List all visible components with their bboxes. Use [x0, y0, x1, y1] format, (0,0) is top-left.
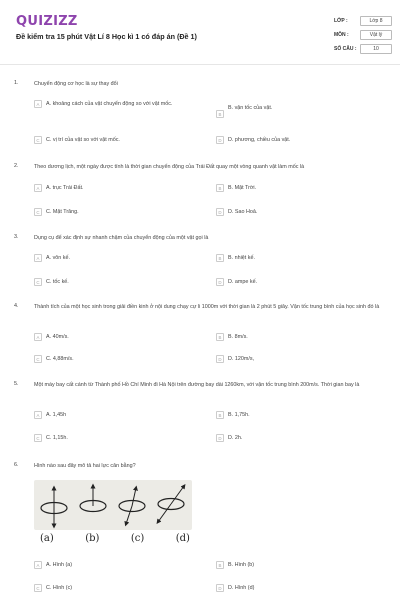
option-a[interactable] — [34, 254, 189, 262]
option-text: D. ampe kế. — [228, 278, 258, 285]
option-a[interactable] — [34, 411, 189, 419]
option-c[interactable] — [34, 278, 189, 286]
meta-class-row — [334, 14, 392, 28]
figure-a — [41, 488, 67, 526]
option-letter-box: A — [34, 561, 42, 569]
option-letter-box: B — [216, 254, 224, 262]
option-letter-box: A — [34, 100, 42, 108]
document-title: Đề kiểm tra 15 phút Vật Lí 8 Học kì 1 có đáp án (Đề 1) — [16, 32, 197, 41]
figure-c — [119, 488, 145, 524]
option-text: D. Sao Hoả. — [228, 208, 258, 215]
figure-caption-b: (b) — [85, 533, 100, 544]
figure-caption-d: (d) — [175, 533, 190, 544]
option-text: C. 1,15h. — [46, 434, 68, 441]
option-a[interactable] — [34, 561, 189, 569]
question-number: 1. — [14, 80, 19, 86]
option-a[interactable] — [34, 333, 189, 341]
option-text: B. 1,75h. — [228, 411, 250, 418]
question-number: 6. — [14, 462, 19, 468]
question-count-label: SỐ CÂU : — [334, 46, 357, 52]
option-letter-box: B — [216, 110, 224, 118]
option-text: B. vận tốc của vật. — [228, 104, 273, 111]
option-text: A. trục Trái Đất. — [46, 184, 84, 191]
question-text: Chuyển động cơ học là sự thay đổi — [34, 81, 118, 87]
question-count-value: 10 — [360, 44, 392, 54]
figure-d — [158, 486, 184, 522]
option-d[interactable] — [216, 355, 371, 363]
header-divider — [0, 64, 400, 65]
option-d[interactable] — [216, 208, 371, 216]
subject-label: MÔN : — [334, 32, 349, 38]
question-number: 4. — [14, 303, 19, 309]
option-text: A. 40m/s. — [46, 333, 69, 340]
class-value: Lớp 8 — [360, 16, 392, 26]
option-b[interactable] — [216, 561, 371, 569]
option-text: B. 8m/s. — [228, 333, 248, 340]
option-letter-box: C — [34, 136, 42, 144]
option-letter-box: A — [34, 184, 42, 192]
option-letter-box: C — [34, 278, 42, 286]
option-d[interactable] — [216, 434, 371, 442]
option-letter-box: B — [216, 561, 224, 569]
option-b[interactable] — [216, 100, 371, 118]
question-text: Một máy bay cất cánh từ Thành phố Hồ Chí Minh đi Hà Nội trên đường bay dài 1260km, với vận tốc trung bình 200m/s. Thời gian bay là — [34, 382, 360, 388]
option-letter-box: D — [216, 434, 224, 442]
option-text: B. nhiệt kế. — [228, 254, 255, 261]
option-text: C. vị trí của vật so với vật mốc. — [46, 136, 120, 143]
question-text: Theo dương lịch, một ngày được tính là thời gian chuyển động của Trái Đất quay một vòng quanh vật làm mốc là — [34, 164, 305, 170]
option-text: C. Mặt Trăng. — [46, 208, 79, 215]
option-c[interactable] — [34, 434, 189, 442]
question-text: Dụng cụ để xác định sự nhanh chậm của chuyển động của một vật gọi là — [34, 235, 209, 241]
option-letter-box: C — [34, 434, 42, 442]
option-letter-box: D — [216, 584, 224, 592]
option-d[interactable] — [216, 584, 371, 592]
option-letter-box: A — [34, 411, 42, 419]
option-letter-box: B — [216, 184, 224, 192]
figure-caption-a: (a) — [40, 533, 54, 544]
option-a[interactable] — [34, 184, 189, 192]
meta-box — [334, 14, 392, 56]
option-letter-box: D — [216, 208, 224, 216]
option-text: C. 4,88m/s. — [46, 355, 74, 362]
class-label: LỚP : — [334, 18, 348, 24]
question-text: Thành tích của một học sinh trong giải điền kinh ở nội dung chạy cự li 1000m với thời gian là 2 phút 5 giây. Vận tốc trung bình của học sinh đó là — [34, 304, 380, 310]
option-d[interactable] — [216, 278, 371, 286]
figure-b — [80, 486, 106, 512]
option-b[interactable] — [216, 411, 371, 419]
option-text: D. 2h. — [228, 434, 243, 441]
option-text: D. phương, chiều của vật. — [228, 136, 291, 143]
option-letter-box: D — [216, 355, 224, 363]
option-letter-box: C — [34, 584, 42, 592]
subject-value: Vật lý — [360, 30, 392, 40]
option-text: A. khoảng cách của vật chuyển động so với vật mốc. — [46, 100, 173, 107]
quizizz-logo[interactable]: QUIZIZZ — [16, 14, 78, 29]
option-text: D. Hình (d) — [228, 584, 255, 591]
option-letter-box: B — [216, 333, 224, 341]
option-text: B. Hình (b) — [228, 561, 255, 568]
force-diagram-image — [34, 480, 192, 530]
meta-count-row — [334, 42, 392, 56]
option-letter-box: D — [216, 278, 224, 286]
option-d[interactable] — [216, 136, 371, 144]
option-letter-box: A — [34, 333, 42, 341]
question-number: 3. — [14, 234, 19, 240]
option-text: D. 120m/s, — [228, 355, 255, 362]
question-number: 2. — [14, 163, 19, 169]
option-c[interactable] — [34, 584, 189, 592]
option-c[interactable] — [34, 355, 189, 363]
figure-caption-c: (c) — [130, 533, 145, 544]
option-text: A. Hình (a) — [46, 561, 73, 568]
option-letter-box: A — [34, 254, 42, 262]
option-text: C. Hình (c) — [46, 584, 73, 591]
option-b[interactable] — [216, 254, 371, 262]
option-c[interactable] — [34, 208, 189, 216]
option-letter-box: C — [34, 208, 42, 216]
option-text: C. tốc kế. — [46, 278, 69, 285]
question-number: 5. — [14, 381, 19, 387]
figure-captions — [40, 533, 190, 544]
option-a[interactable] — [34, 100, 194, 108]
option-b[interactable] — [216, 333, 371, 341]
option-text: B. Mặt Trời. — [228, 184, 257, 191]
option-text: A. vôn kế. — [46, 254, 70, 261]
force-diagram-svg — [34, 480, 192, 530]
option-letter-box: B — [216, 411, 224, 419]
meta-subject-row — [334, 28, 392, 42]
option-letter-box: C — [34, 355, 42, 363]
option-c[interactable] — [34, 136, 189, 144]
option-b[interactable] — [216, 184, 371, 192]
option-letter-box: D — [216, 136, 224, 144]
option-text: A. 1,45h — [46, 411, 67, 418]
question-text: Hình nào sau đây mô tả hai lực cân bằng? — [34, 463, 136, 469]
